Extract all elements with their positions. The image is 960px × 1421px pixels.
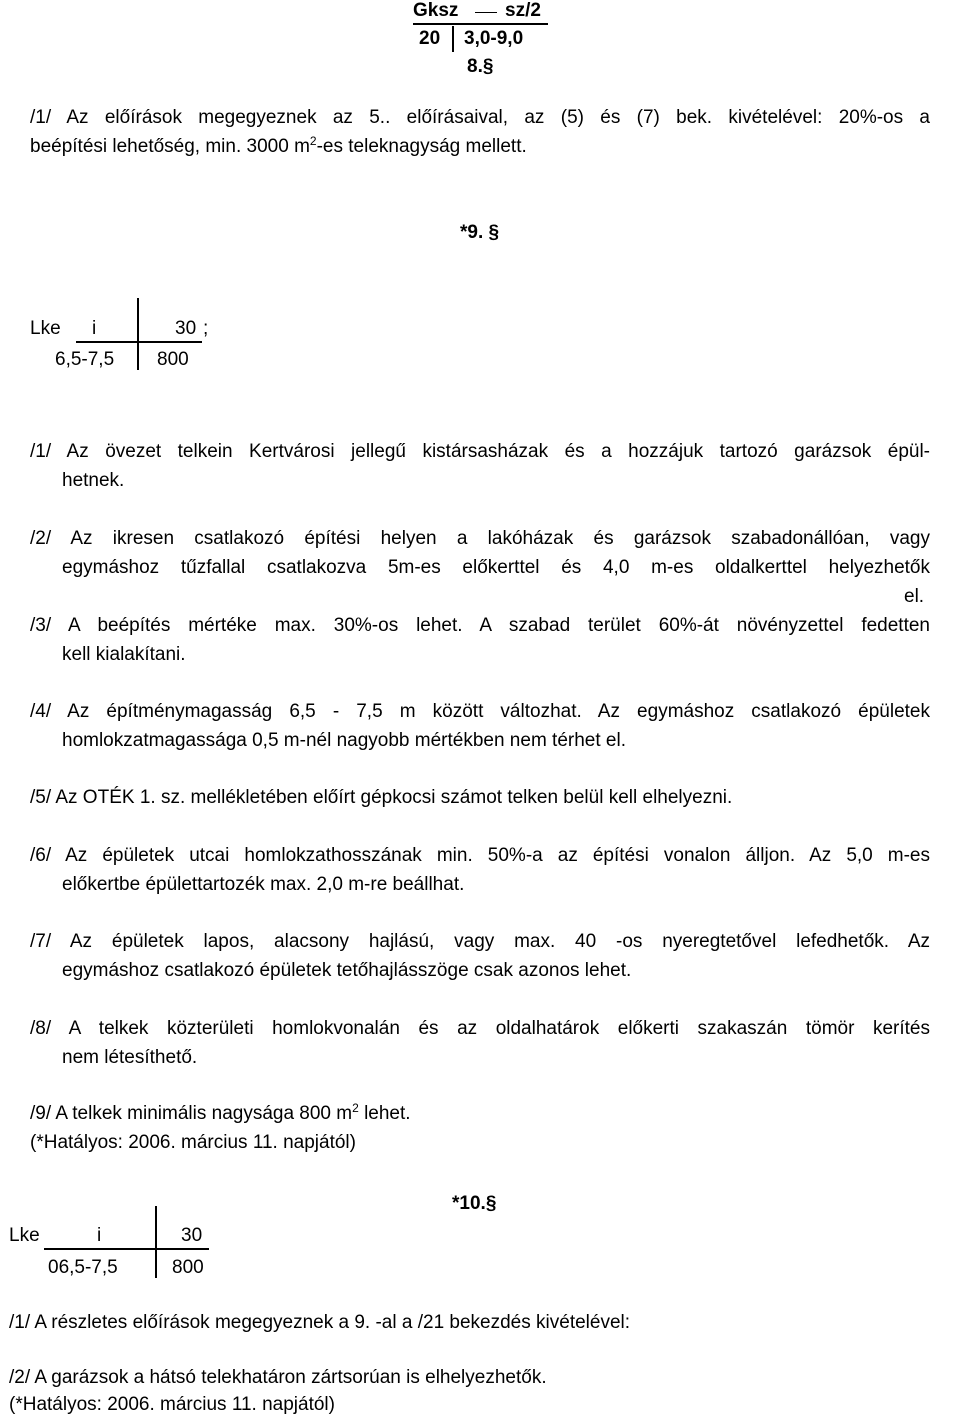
zone-code: Gksz bbox=[413, 0, 459, 21]
built-percent: 30 bbox=[175, 318, 197, 339]
code-hline bbox=[76, 341, 202, 343]
code-hline bbox=[44, 1248, 209, 1250]
s9-p5: /5/ Az OTÉK 1. sz. mellékletében előírt gépkocsi számot telken belül kell elhelyezni. bbox=[30, 787, 733, 808]
building-type: i bbox=[92, 318, 97, 339]
s9-p9: /9/ A telkek minimális nagysága 800 $m^2$ lehet. bbox=[30, 1101, 411, 1124]
code-vline bbox=[137, 298, 139, 370]
s9-p6-line1: /6/ Az épületek utcai homlokzathosszának min. 50%-a az építési vonalon álljon. Az 5,0 m-es bbox=[30, 845, 930, 866]
code-vline bbox=[155, 1206, 157, 1278]
s9-p1-line1: /1/ Az övezet telkein Kertvárosi jellegű kistársasházak és a hozzájuk tartozó garázsok épül- bbox=[30, 441, 930, 462]
building-height: 06,5-7,5 bbox=[48, 1257, 118, 1278]
s10-p1: /1/ A részletes előírások megegyeznek a 9. -al a /21 bekezdés kivételével: bbox=[9, 1312, 631, 1333]
s8-p1-line2: beépítési lehetőség, min. 3000 $m^2-es$ teleknagyság mellett. bbox=[30, 134, 527, 157]
separator: ; bbox=[203, 318, 209, 339]
paragraph-icon: § bbox=[488, 222, 500, 243]
s9-p4-line1: /4/ Az építménymagasság 6,5 - 7,5 m között változhat. Az egymáshoz csatlakozó épületek bbox=[30, 701, 930, 722]
header-cell-right: 3,0-9,0 bbox=[464, 28, 524, 49]
s9-p6-line2: előkertbe épülettartozék max. 2,0 m-re beállhat. bbox=[62, 874, 465, 895]
header-divider bbox=[452, 26, 454, 52]
header-cell-left: 20 bbox=[419, 28, 441, 49]
min-plot-size: 800 bbox=[157, 349, 189, 370]
s9-p8-line2: nem létesíthető. bbox=[62, 1047, 198, 1068]
zone-code: Lke bbox=[9, 1225, 40, 1246]
s10-p2: /2/ A garázsok a hátsó telekhatáron zártsorúan is elhelyezhetők. bbox=[9, 1367, 547, 1388]
s8-p1-line1: /1/ Az előírások megegyeznek az 5.. előírásaival, az (5) és (7) bek. kivételével: 20%-os a bbox=[30, 107, 930, 128]
s9-p3-line1: /3/ A beépítés mértéke max. 30%-os lehet. A szabad terület 60%-át növényzettel fedetten bbox=[30, 615, 930, 636]
zone-subcode: sz/2 bbox=[505, 0, 541, 21]
effective-date-note: (*Hatályos: 2006. március 11. napjától) bbox=[30, 1132, 356, 1153]
built-percent: 30 bbox=[181, 1225, 203, 1246]
s9-p8-line1: /8/ A telkek közterületi homlokvonalán és az oldalhatárok előkerti szakaszán tömör kerítés bbox=[30, 1018, 930, 1039]
s9-p7-line2: egymáshoz csatlakozó épületek tetőhajlásszöge csak azonos lehet. bbox=[62, 960, 632, 981]
s9-p2-line2: egymáshoz tűzfallal csatlakozva 5m-es előkerttel és 4,0 m-es oldalkerttel helyezhetők bbox=[62, 557, 930, 578]
s9-p3-line2: kell kialakítani. bbox=[62, 644, 186, 665]
section-title: *9. § bbox=[460, 222, 500, 243]
header-underline bbox=[413, 23, 548, 25]
section-title: 8.§ bbox=[467, 56, 494, 77]
effective-date-note: (*Hatályos: 2006. március 11. napjától) bbox=[9, 1394, 335, 1415]
s9-p1-line2: hetnek. bbox=[62, 470, 125, 491]
s9-p2-line3: el. bbox=[904, 586, 925, 607]
paragraph-icon: § bbox=[485, 1193, 497, 1214]
s9-p7-line1: /7/ Az épületek lapos, alacsony hajlású, vagy max. 40 -os nyeregtetővel lefedhetők. Az bbox=[30, 931, 930, 952]
header-dash bbox=[475, 12, 497, 13]
min-plot-size: 800 bbox=[172, 1257, 204, 1278]
s9-p4-line2: homlokzatmagassága 0,5 m-nél nagyobb mértékben nem térhet el. bbox=[62, 730, 626, 751]
s9-p2-line1: /2/ Az ikresen csatlakozó építési helyen a lakóházak és garázsok szabadonállóan, vagy bbox=[30, 528, 930, 549]
section-title: *10.§ bbox=[452, 1193, 497, 1214]
building-type: i bbox=[97, 1225, 102, 1246]
building-height: 6,5-7,5 bbox=[55, 349, 115, 370]
zone-code: Lke bbox=[30, 318, 61, 339]
paragraph-icon: § bbox=[482, 56, 494, 77]
